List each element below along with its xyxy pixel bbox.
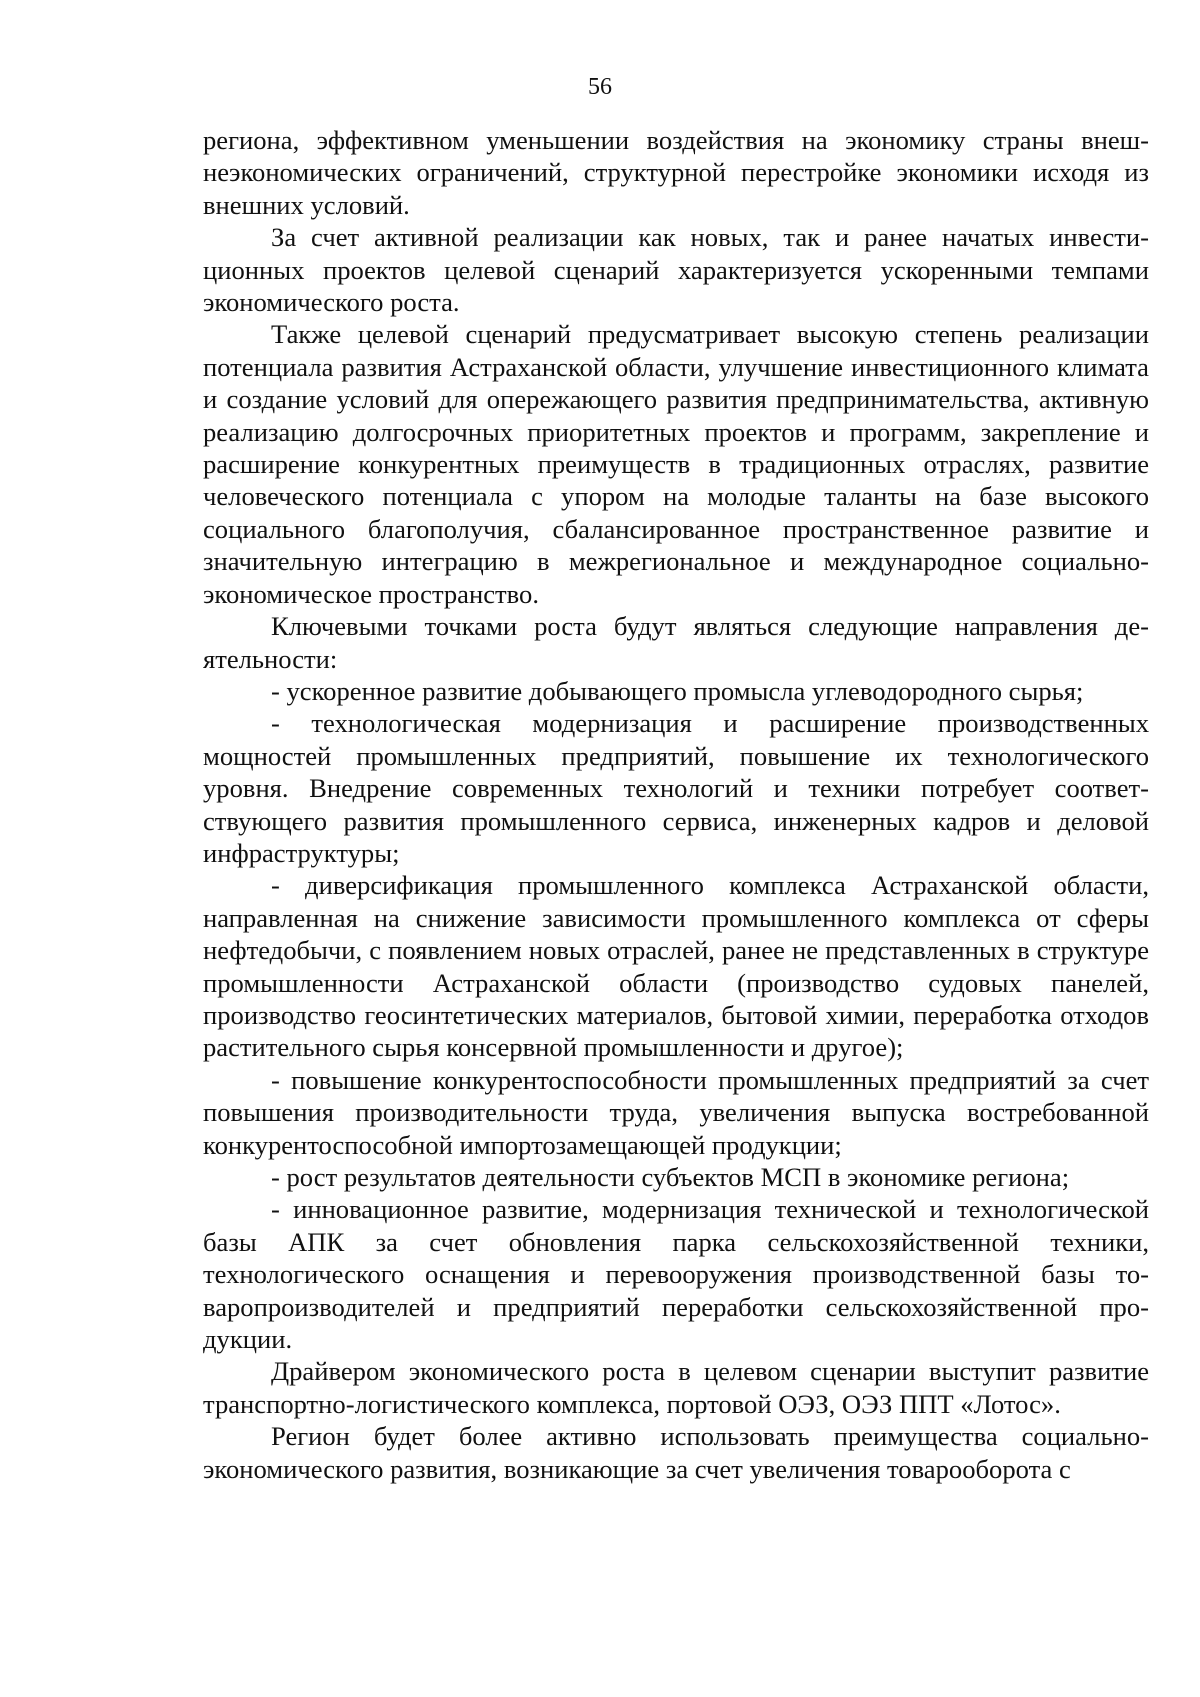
- paragraph-growth-points: Ключевыми точками роста будут являться следующие направления деятельности:: [203, 611, 1149, 674]
- list-item-technological-modernization: - технологическая модернизация и расширение производственных мощностей промышленных предприятий, повышение их технологического уровня. Внедрение современных технологий и техники потребует соответствующего развития промышленного сервиса, инженерных кадров и деловой инфраструктуры;: [203, 708, 1149, 868]
- list-item-industrial-diversification: - диверсификация промышленного комплекса Астраханской области, направленная на снижение зависимости промышленного комплекса от сферы нефтедобычи, с появлением новых отраслей, ранее не представленных в структуре промышленности Астраханской области (производство судовых панелей, производство геосинтетических материалов, бытовой химии, переработка отходов растительного сырья консервной промышленности и другое);: [203, 870, 1149, 1063]
- list-item-sme-growth: - рост результатов деятельности субъектов МСП в экономике региона;: [271, 1162, 1070, 1192]
- body-text: [203, 124, 1149, 1485]
- paragraph-target-scenario: Также целевой сценарий предусматривает высокую степень реализации потенциала развития Астраханской области, улучшение инвестиционного климата и создание условий для опережающего развития предпринимательства, активную реализацию долгосрочных приоритетных проектов и программ, закрепление и расширение конкурентных преимуществ в традиционных отраслях, развитие человеческого потенциала с упором на молодые таланты на базе высокого социального благополучия, сбалансированное пространственное развитие и значительную интеграцию в межрегиональное и международное социально-экономическое пространство.: [203, 319, 1149, 609]
- paragraph-region-advantages: Регион будет более активно использовать преимущества социально-экономического развития, возникающие за счет увеличения товарооборота с: [203, 1421, 1149, 1484]
- page-number: 56: [588, 74, 612, 100]
- paragraph-growth-driver: Драйвером экономического роста в целевом сценарии выступит развитие транспортно-логистического комплекса, портовой ОЭЗ, ОЭЗ ППТ «Лотос».: [203, 1356, 1149, 1419]
- list-item-hydrocarbon-extraction: - ускоренное развитие добывающего промысла углеводородного сырья;: [271, 675, 1084, 706]
- paragraph-investment-projects: За счет активной реализации как новых, так и ранее начатых инвестиционных проектов целевой сценарий характеризуется ускоренными темпами экономического роста.: [203, 222, 1149, 318]
- paragraph-continuation: региона, эффективном уменьшении воздействия на экономику страны внешнеэкономических ограничений, структурной перестройке экономики исходя из внешних условий.: [203, 125, 1149, 220]
- list-item-competitiveness: - повышение конкурентоспособности промышленных предприятий за счет повышения производительности труда, увеличения выпуска востребованной конкурентоспособной импортозамещающей продукции;: [203, 1064, 1149, 1160]
- list-item-agro-innovation: - инновационное развитие, модернизация технической и технологической базы АПК за счет обновления парка сельскохозяйственной техники, технологического оснащения и перевооружения производственной базы товаропроизводителей и предприятий переработки сельскохозяйственной продукции.: [203, 1194, 1149, 1355]
